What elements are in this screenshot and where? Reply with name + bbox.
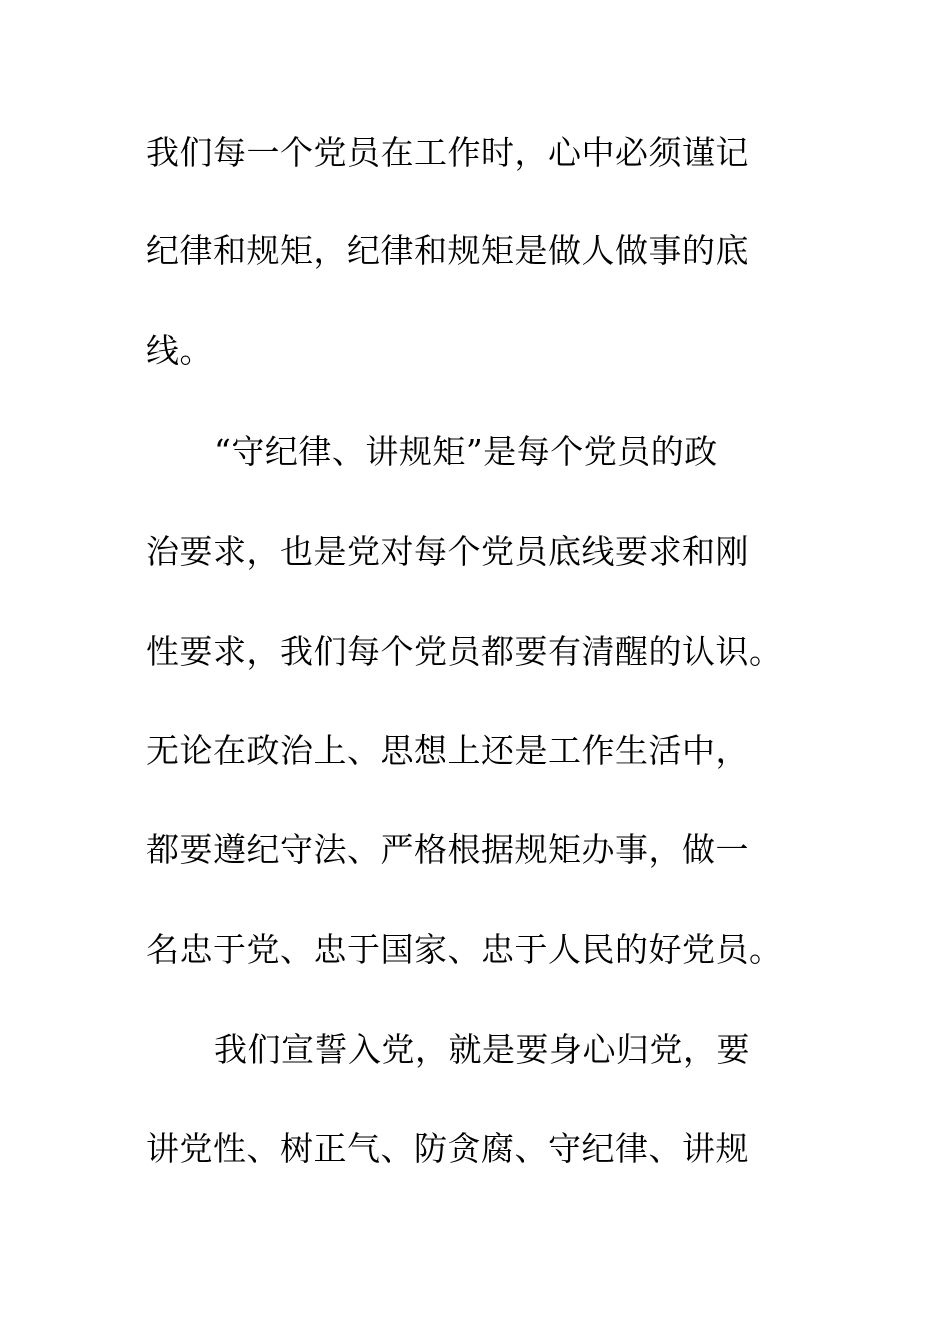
text-line-8: 都要遵纪守法、严格根据规矩办事，做一 [146,830,749,869]
text-line-2: 纪律和规矩，纪律和规矩是做人做事的底 [146,231,749,270]
text-line-10: 我们宣誓入党，就是要身心归党，要 [214,1030,750,1069]
text-line-1: 我们每一个党员在工作时，心中必须谨记 [146,133,749,172]
text-line-4: “守纪律、讲规矩”是每个党员的政 [214,432,718,471]
text-line-7: 无论在政治上、思想上还是工作生活中， [146,731,749,770]
text-line-9: 名忠于党、忠于国家、忠于人民的好党员。 [146,930,783,969]
text-line-5: 治要求，也是党对每个党员底线要求和刚 [146,532,749,571]
text-line-11: 讲党性、树正气、防贪腐、守纪律、讲规 [146,1129,749,1168]
text-line-3: 线。 [146,331,213,370]
text-line-6: 性要求，我们每个党员都要有清醒的认识。 [146,632,783,671]
